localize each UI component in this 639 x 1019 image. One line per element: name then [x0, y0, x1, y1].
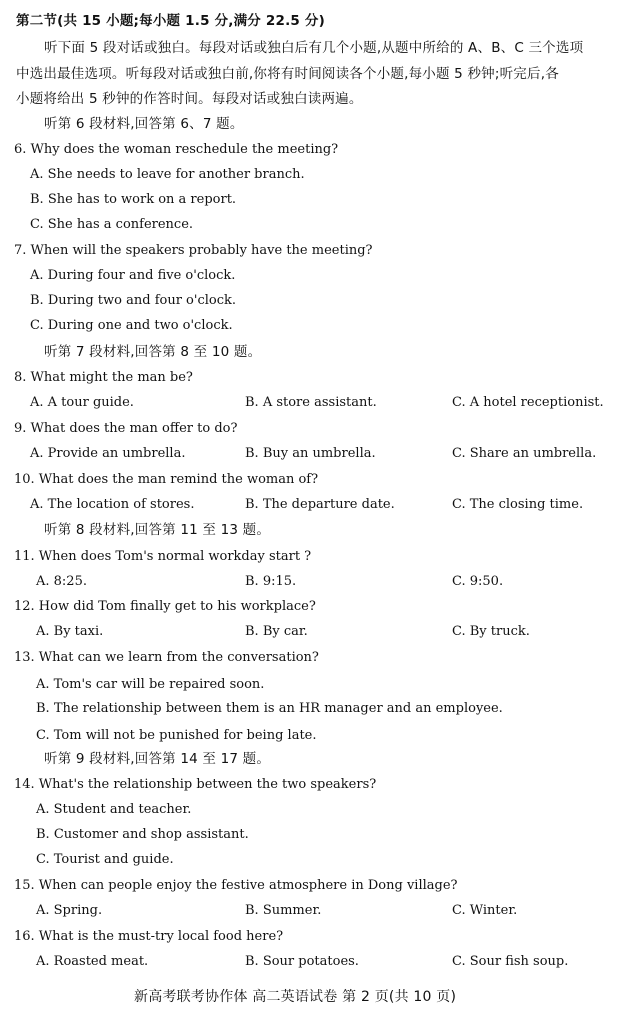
question-7-option-b: B. During two and four o'clock.	[30, 293, 237, 308]
question-8-option-a: A. A tour guide.	[30, 395, 134, 410]
material-heading-9: 听第 9 段材料,回答第 14 至 17 题。	[44, 751, 271, 767]
question-12-stem: 12. How did Tom finally get to his workplace?	[14, 599, 316, 614]
question-14-option-b: B. Customer and shop assistant.	[36, 827, 249, 842]
question-10-option-b: B. The departure date.	[245, 497, 395, 512]
question-15-option-c: C. Winter.	[452, 903, 518, 918]
question-11-option-b: B. 9:15.	[245, 574, 297, 589]
question-13-option-a: A. Tom's car will be repaired soon.	[36, 677, 265, 692]
question-11-option-c: C. 9:50.	[452, 574, 504, 589]
question-9-stem: 9. What does the man offer to do?	[14, 421, 238, 436]
material-heading-6: 听第 6 段材料,回答第 6、7 题。	[44, 116, 244, 132]
question-7-stem: 7. When will the speakers probably have the meeting?	[14, 243, 373, 258]
question-9-option-a: A. Provide an umbrella.	[30, 446, 186, 461]
question-11-option-a: A. 8:25.	[36, 574, 87, 589]
question-16-option-a: A. Roasted meat.	[36, 954, 149, 969]
question-9-option-b: B. Buy an umbrella.	[245, 446, 376, 461]
question-8-option-b: B. A store assistant.	[245, 395, 377, 410]
question-11-stem: 11. When does Tom's normal workday start ?	[14, 549, 312, 564]
question-15-stem: 15. When can people enjoy the festive atmosphere in Dong village?	[14, 878, 458, 893]
page-footer: 新高考联考协作体 高二英语试卷 第 2 页(共 10 页)	[134, 989, 457, 1005]
question-13-stem: 13. What can we learn from the conversation?	[14, 650, 319, 665]
question-6-option-a: A. She needs to leave for another branch.	[30, 167, 305, 182]
instructions-line-3: 小题将给出 5 秒钟的作答时间。每段对话或独白读两遍。	[16, 91, 363, 107]
question-16-option-c: C. Sour fish soup.	[452, 954, 569, 969]
question-10-option-a: A. The location of stores.	[30, 497, 195, 512]
question-14-stem: 14. What's the relationship between the two speakers?	[14, 777, 377, 792]
question-15-option-b: B. Summer.	[245, 903, 322, 918]
question-16-option-b: B. Sour potatoes.	[245, 954, 359, 969]
section-header: 第二节(共 15 小题;每小题 1.5 分,满分 22.5 分)	[16, 13, 325, 29]
question-15-option-a: A. Spring.	[36, 903, 103, 918]
question-13-option-b: B. The relationship between them is an HR manager and an employee.	[36, 701, 503, 716]
question-7-option-a: A. During four and five o'clock.	[30, 268, 236, 283]
question-14-option-a: A. Student and teacher.	[36, 802, 192, 817]
question-16-stem: 16. What is the must-try local food here?	[14, 929, 284, 944]
question-13-option-c: C. Tom will not be punished for being late.	[36, 728, 317, 743]
question-7-option-c: C. During one and two o'clock.	[30, 318, 233, 333]
question-6-option-c: C. She has a conference.	[30, 217, 194, 232]
question-12-option-a: A. By taxi.	[36, 624, 104, 639]
question-6-option-b: B. She has to work on a report.	[30, 192, 237, 207]
question-14-option-c: C. Tourist and guide.	[36, 852, 174, 867]
question-12-option-b: B. By car.	[245, 624, 308, 639]
question-9-option-c: C. Share an umbrella.	[452, 446, 597, 461]
question-8-option-c: C. A hotel receptionist.	[452, 395, 604, 410]
question-10-option-c: C. The closing time.	[452, 497, 584, 512]
question-8-stem: 8. What might the man be?	[14, 370, 193, 385]
material-heading-8: 听第 8 段材料,回答第 11 至 13 题。	[44, 522, 271, 538]
question-10-stem: 10. What does the man remind the woman of?	[14, 472, 319, 487]
instructions-line-2: 中选出最佳选项。听每段对话或独白前,你将有时间阅读各个小题,每小题 5 秒钟;听完后,各	[16, 66, 559, 82]
instructions-line-1: 听下面 5 段对话或独白。每段对话或独白后有几个小题,从题中所给的 A、B、C 三个选项	[44, 40, 584, 56]
question-12-option-c: C. By truck.	[452, 624, 530, 639]
material-heading-7: 听第 7 段材料,回答第 8 至 10 题。	[44, 344, 262, 360]
question-6-stem: 6. Why does the woman reschedule the meeting?	[14, 142, 339, 157]
